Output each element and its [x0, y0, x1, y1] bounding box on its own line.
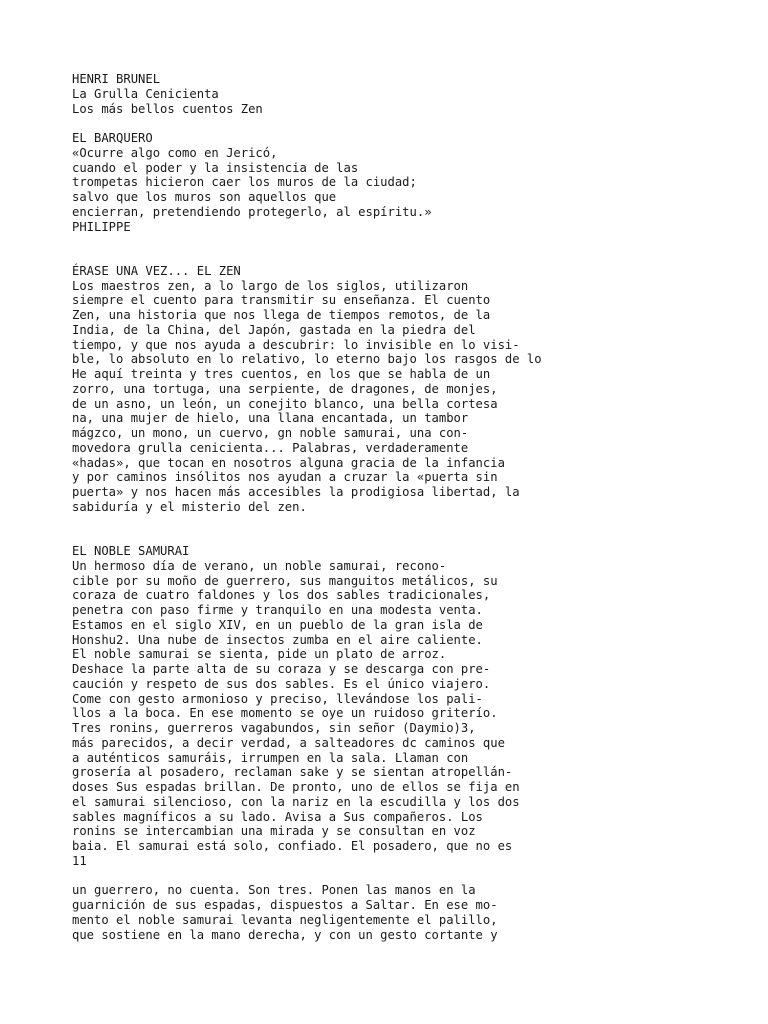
paragraph-line: Honshu2. Una nube de insectos zumba en el aire caliente. — [72, 632, 483, 647]
paragraph-line: coraza de cuatro faldones y los dos sables tradicionales, — [72, 588, 491, 603]
author-name: HENRI BRUNEL — [72, 72, 161, 86]
paragraph-line: India, de la China, del Japón, gastada en la piedra del — [72, 322, 476, 337]
paragraph-line: caución y respeto de sus dos sables. Es el único viajero. — [72, 676, 491, 691]
paragraph-line: penetra con paso firme y tranquilo en una modesta venta. — [72, 603, 483, 617]
title-block — [72, 72, 762, 116]
paragraph-line: «hadas», que tocan en nosotros alguna gracia de la infancia — [72, 455, 505, 470]
document-page — [72, 72, 762, 942]
paragraph-line: un guerrero, no cuenta. Son tres. Ponen las manos en la — [72, 883, 476, 898]
epigraph-line: salvo que los muros son aquellos que — [72, 190, 337, 204]
paragraph-line: Un hermoso día de verano, un noble samurai, recono- — [72, 558, 447, 573]
paragraph-line: y por caminos insólitos nos ayudan a cruzar la «puerta sin — [72, 470, 498, 485]
paragraph-line: mágzco, un mono, un cuervo, gn noble samurai, una con- — [72, 426, 469, 440]
section-continuation — [72, 883, 762, 942]
epigraph-line: encierran, pretendiendo protegerlo, al espíritu.» — [72, 204, 432, 219]
paragraph-line: baia. El samurai está solo, confiado. El posadero, que no es — [72, 839, 513, 853]
spacer — [72, 515, 762, 545]
paragraph-line: sabiduría y el misterio del zen. — [72, 499, 307, 514]
paragraph-line: mento el noble samurai levanta negligentemente el palillo, — [72, 912, 498, 927]
paragraph-line: más parecidos, a decir verdad, a salteadores dc caminos que — [72, 735, 505, 750]
spacer — [72, 116, 762, 131]
spacer — [72, 869, 762, 884]
section-heading: EL NOBLE SAMURAI — [72, 544, 190, 558]
paragraph-line: Deshace la parte alta de su coraza y se descarga con pre- — [72, 662, 491, 676]
spacer — [72, 234, 762, 264]
section-barquero — [72, 131, 762, 234]
epigraph-line: cuando el poder y la insistencia de las — [72, 160, 359, 175]
paragraph-line: siempre el cuento para transmitir su enseñanza. El cuento — [72, 293, 491, 308]
paragraph-line: movedora grulla cenicienta... Palabras, verdaderamente — [72, 440, 469, 455]
paragraph-line: Los maestros zen, a lo largo de los siglos, utilizaron — [72, 278, 469, 293]
epigraph-line: «Ocurre algo como en Jericó, — [72, 145, 278, 160]
paragraph-line: de un asno, un león, un conejito blanco, una bella cortesa — [72, 396, 498, 411]
paragraph-line: Zen, una historia que nos llega de tiempos remotos, de la — [72, 308, 491, 322]
page-number: 11 — [72, 853, 87, 868]
paragraph-line: na, una mujer de hielo, una llana encantada, un tambor — [72, 411, 469, 426]
paragraph-line: ble, lo absoluto en lo relativo, lo eterno bajo los rasgos de lo — [72, 352, 542, 367]
paragraph-line: guarnición de sus espadas, dispuestos a Saltar. En ese mo- — [72, 898, 498, 912]
paragraph-line: el samurai silencioso, con la nariz en la escudilla y los dos — [72, 794, 520, 809]
epigraph-author: PHILIPPE — [72, 219, 131, 234]
paragraph-line: zorro, una tortuga, una serpiente, de dragones, de monjes, — [72, 381, 498, 396]
paragraph-line: cible por su moño de guerrero, sus manguitos metálicos, su — [72, 573, 498, 588]
paragraph-line: que sostiene en la mano derecha, y con un gesto cortante y — [72, 927, 498, 942]
paragraph-line: grosería al posadero, reclaman sake y se sientan atropellán- — [72, 765, 513, 780]
paragraph-line: sables magníficos a su lado. Avisa a Sus compañeros. Los — [72, 809, 483, 824]
paragraph-line: a auténticos samuráis, irrumpen en la sala. Llaman con — [72, 750, 469, 765]
paragraph-line: doses Sus espadas brillan. De pronto, uno de ellos se fija en — [72, 780, 520, 794]
paragraph-line: tiempo, y que nos ayuda a descubrir: lo invisible en lo visi- — [72, 337, 520, 352]
section-heading: EL BARQUERO — [72, 131, 153, 145]
paragraph-line: llos a la boca. En ese momento se oye un ruidoso griterío. — [72, 706, 498, 721]
paragraph-line: ronins se intercambian una mirada y se consultan en voz — [72, 824, 476, 839]
book-subtitle: Los más bellos cuentos Zen — [72, 101, 263, 116]
paragraph-line: puerta» y nos hacen más accesibles la prodigiosa libertad, la — [72, 485, 520, 499]
paragraph-line: Come con gesto armonioso y preciso, llevándose los pali- — [72, 691, 483, 706]
section-noble-samurai — [72, 544, 762, 869]
paragraph-line: Tres ronins, guerreros vagabundos, sin señor (Daymio)3, — [72, 721, 476, 735]
section-erase-una-vez — [72, 264, 762, 515]
paragraph-line: Estamos en el siglo XIV, en un pueblo de la gran isla de — [72, 617, 483, 632]
epigraph-line: trompetas hicieron caer los muros de la ciudad; — [72, 175, 417, 190]
book-title: La Grulla Cenicienta — [72, 86, 219, 101]
section-heading: ÉRASE UNA VEZ... EL ZEN — [72, 263, 241, 278]
paragraph-line: He aquí treinta y tres cuentos, en los que se habla de un — [72, 367, 491, 381]
paragraph-line: El noble samurai se sienta, pide un plato de arroz. — [72, 647, 447, 662]
